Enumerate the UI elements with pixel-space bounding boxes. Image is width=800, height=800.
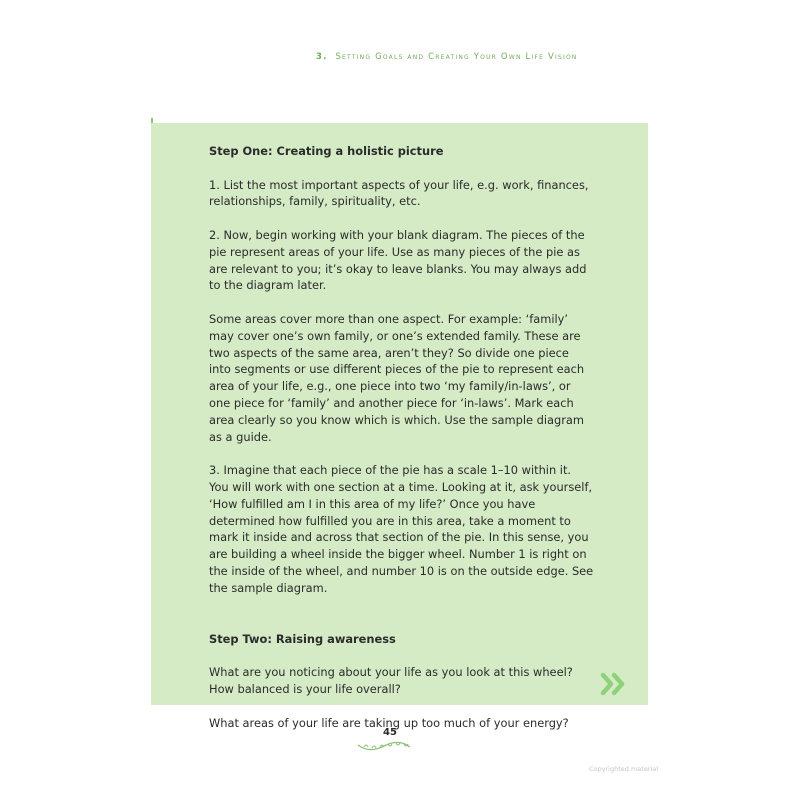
step-one-heading: Step One: Creating a holistic picture	[209, 144, 444, 158]
chapter-title: Setting Goals and Creating Your Own Life Vision	[335, 52, 578, 62]
step-one-paragraph-3: Some areas cover more than one aspect. For example: ‘family’ may cover one’s own family, or one’s extended family. These are two aspects of the same area, aren’t they? So divide one piece into segments or use different pieces of the pie to represent each area of your life, e.g., one piece into two ‘my family/in-laws’, or one piece for ‘family’ and another piece for ‘in-laws’. Mark each area clearly so you know which is which. Use the sample diagram as a guide.	[209, 311, 585, 444]
step-two-paragraph-1: What are you noticing about your life as you look at this wheel? How balanced is your life overall?	[209, 665, 573, 696]
chapter-number: 3.	[316, 52, 328, 62]
page-number: 45	[383, 727, 397, 738]
panel-content	[209, 143, 594, 748]
step-one-paragraph-2: 2. Now, begin working with your blank diagram. The pieces of the pie represent areas of your life. Use as many pieces of the pie as are relevant to you; it’s okay to leave blanks. You may always add to the diagram later.	[209, 227, 587, 293]
step-one-paragraph-4: 3. Imagine that each piece of the pie has a scale 1–10 within it. You will work with one section at a time. Looking at it, ask yourself, ‘How fulfilled am I in this area of my life?’ Once you have determined how fulfilled you are in this area, take a moment to mark it inside and across that section of the pie. In this sense, you are building a wheel inside the bigger wheel. Number 1 is right on the inside of the wheel, and number 10 is on the outside edge. See the sample diagram.	[209, 463, 594, 595]
flourish-ornament-icon	[356, 739, 412, 753]
double-chevron-right-icon	[600, 672, 628, 696]
running-header	[316, 52, 756, 62]
copyright-notice: Copyrighted material	[589, 765, 659, 773]
step-two-paragraph-2: What areas of your life are taking up too much of your energy?	[209, 715, 569, 730]
step-one-paragraph-1: 1. List the most important aspects of your life, e.g. work, finances, relationships, family, spirituality, etc.	[209, 177, 589, 209]
exercise-panel	[151, 123, 648, 730]
step-two-heading: Step Two: Raising awareness	[209, 631, 396, 646]
